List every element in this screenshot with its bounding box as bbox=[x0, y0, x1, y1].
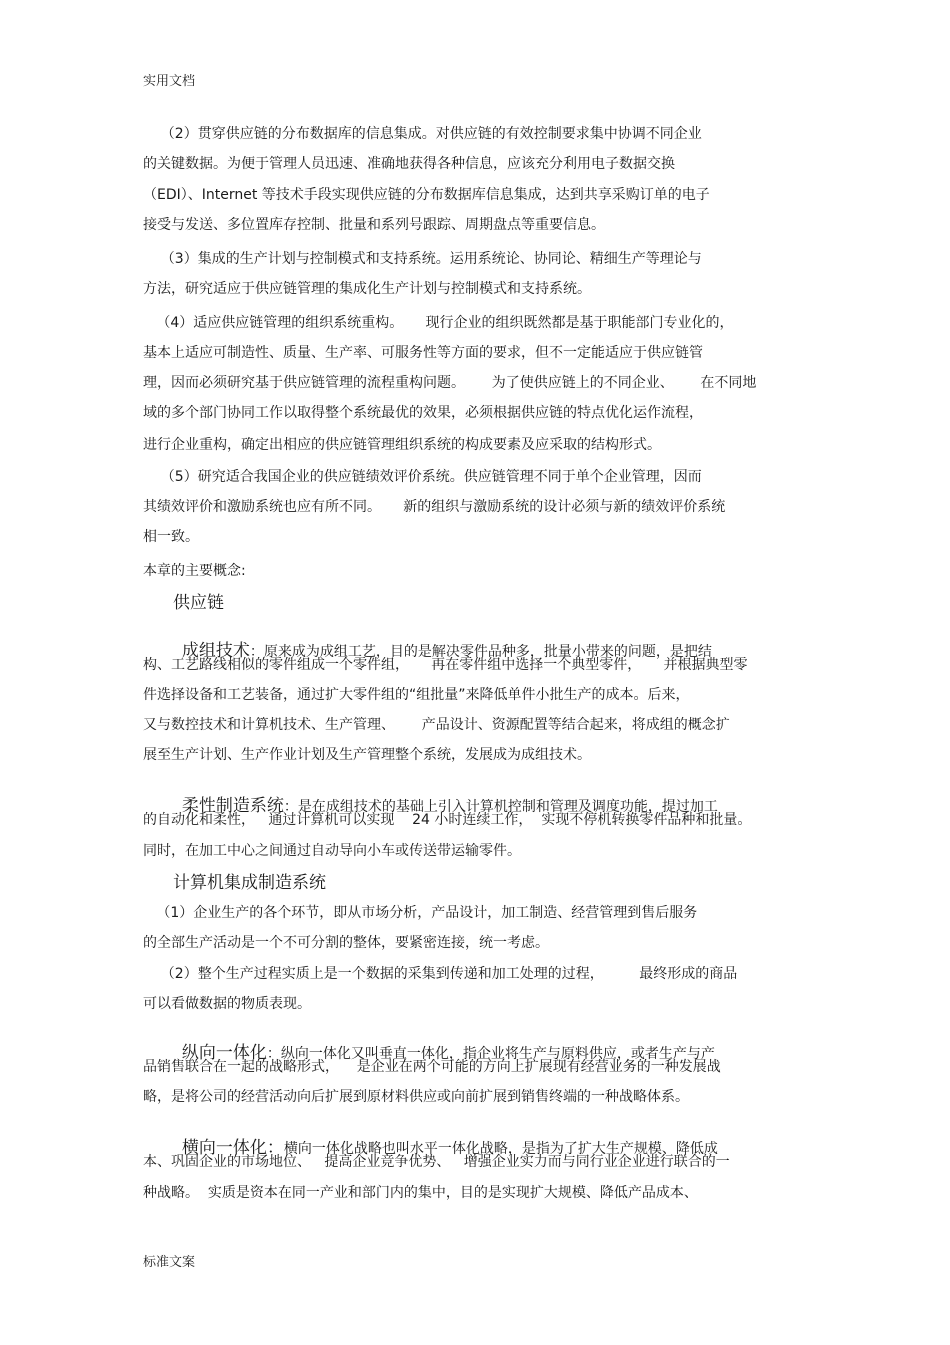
body-line: 相一致。 bbox=[143, 529, 199, 545]
body-line: （3）集成的生产计划与控制模式和支持系统。运用系统论、协同论、精细生产等理论与 bbox=[143, 251, 702, 267]
body-line: 方法，研究适应于供应链管理的集成化生产计划与控制模式和支持系统。 bbox=[143, 281, 591, 297]
concept-term: 柔性制造系统 bbox=[181, 796, 284, 816]
body-line: （EDI）、Internet 等技术手段实现供应链的分布数据库信息集成，达到共享采购订单的电子 bbox=[143, 187, 710, 203]
body-line: 本、巩固企业的市场地位、 提高企业竞争优势、 增强企业实力而与同行业企业进行联合的一 bbox=[143, 1154, 730, 1170]
concept-definition: 横向一体化战略也叫水平一体化战略，是指为了扩大生产规模、降低成 bbox=[283, 1141, 718, 1157]
body-line: 的关键数据。为便于管理人员迅速、准确地获得各种信息，应该充分利用电子数据交换 bbox=[143, 156, 675, 172]
body-line: 种战略。 实质是资本在同一产业和部门内的集中，目的是实现扩大规模、降低产品成本、 bbox=[143, 1185, 698, 1201]
concept-definition: ：是在成组技术的基础上引入计算机控制和管理及调度功能，提过加工 bbox=[283, 799, 718, 815]
body-line: （1）企业生产的各个环节，即从市场分析，产品设计，加工制造、经营管理到售后服务 bbox=[143, 905, 698, 921]
body-line: 接受与发送、多位置库存控制、批量和系列号跟踪、周期盘点等重要信息。 bbox=[143, 217, 605, 233]
body-line: 略，是将公司的经营活动向后扩展到原材料供应或向前扩展到销售终端的一种战略体系。 bbox=[143, 1089, 689, 1105]
body-line: 理，因而必须研究基于供应链管理的流程重构问题。 为了使供应链上的不同企业、 在不同地 bbox=[143, 375, 757, 391]
body-line: （4）适应供应链管理的组织系统重构。 现行企业的组织既然都是基于职能部门专业化的， bbox=[143, 315, 734, 331]
concept-definition: ：原来成为成组工艺，目的是解决零件品种多，批量小带来的问题，是把结 bbox=[249, 644, 712, 660]
concept-definition: ：纵向一体化又叫垂直一体化，指企业将生产与原料供应，或者生产与产 bbox=[266, 1046, 715, 1062]
body-line: 又与数控技术和计算机技术、生产管理、 产品设计、资源配置等结合起来，将成组的概念扩 bbox=[143, 717, 730, 733]
body-line: 品销售联合在一起的战略形式， 是企业在两个可能的方向上扩展现有经营业务的一种发展战 bbox=[143, 1059, 721, 1075]
body-line: 其绩效评价和激励系统也应有所不同。 新的组织与激励系统的设计必须与新的绩效评价系统 bbox=[143, 499, 726, 515]
body-line: （2）整个生产过程实质上是一个数据的采集到传递和加工处理的过程， 最终形成的商品 bbox=[143, 966, 738, 982]
page-header: 实用文档 bbox=[143, 74, 196, 89]
body-line: 同时，在加工中心之间通过自动导向小车或传送带运输零件。 bbox=[143, 843, 521, 859]
body-line: 的全部生产活动是一个不可分割的整体，要紧密连接，统一考虑。 bbox=[143, 935, 549, 951]
concept-term: 纵向一体化 bbox=[181, 1043, 267, 1063]
concept-supply-chain: 供应链 bbox=[173, 593, 224, 613]
concept-term: 成组技术 bbox=[181, 641, 250, 661]
body-line: 的自动化和柔性， 通过计算机可以实现 24 小时连续工作， 实现不停机转换零件品种和批量。 bbox=[143, 812, 752, 828]
page-footer: 标准文案 bbox=[143, 1255, 196, 1270]
body-line: 进行企业重构，确定出相应的供应链管理组织系统的构成要素及应采取的结构形式。 bbox=[143, 437, 661, 453]
concept-term: 横向一体化： bbox=[181, 1138, 284, 1158]
body-line: 展至生产计划、生产作业计划及生产管理整个系统，发展成为成组技术。 bbox=[143, 747, 591, 763]
concept-cims: 计算机集成制造系统 bbox=[173, 873, 326, 893]
body-line: （2）贯穿供应链的分布数据库的信息集成。对供应链的有效控制要求集中协调不同企业 bbox=[143, 126, 702, 142]
body-line: （5）研究适合我国企业的供应链绩效评价系统。供应链管理不同于单个企业管理，因而 bbox=[143, 469, 702, 485]
body-line: 构、工艺路线相似的零件组成一个零件组， 再在零件组中选择一个典型零件， 并根据典型零 bbox=[143, 657, 748, 673]
section-heading: 本章的主要概念: bbox=[143, 563, 246, 579]
body-line: 可以看做数据的物质表现。 bbox=[143, 996, 311, 1012]
body-line: 域的多个部门协同工作以取得整个系统最优的效果，必须根据供应链的特点优化运作流程， bbox=[143, 405, 703, 421]
body-line: 件选择设备和工艺装备，通过扩大零件组的“组批量”来降低单件小批生产的成本。后来， bbox=[143, 687, 690, 703]
body-line: 基本上适应可制造性、质量、生产率、可服务性等方面的要求，但不一定能适应于供应链管 bbox=[143, 345, 703, 361]
